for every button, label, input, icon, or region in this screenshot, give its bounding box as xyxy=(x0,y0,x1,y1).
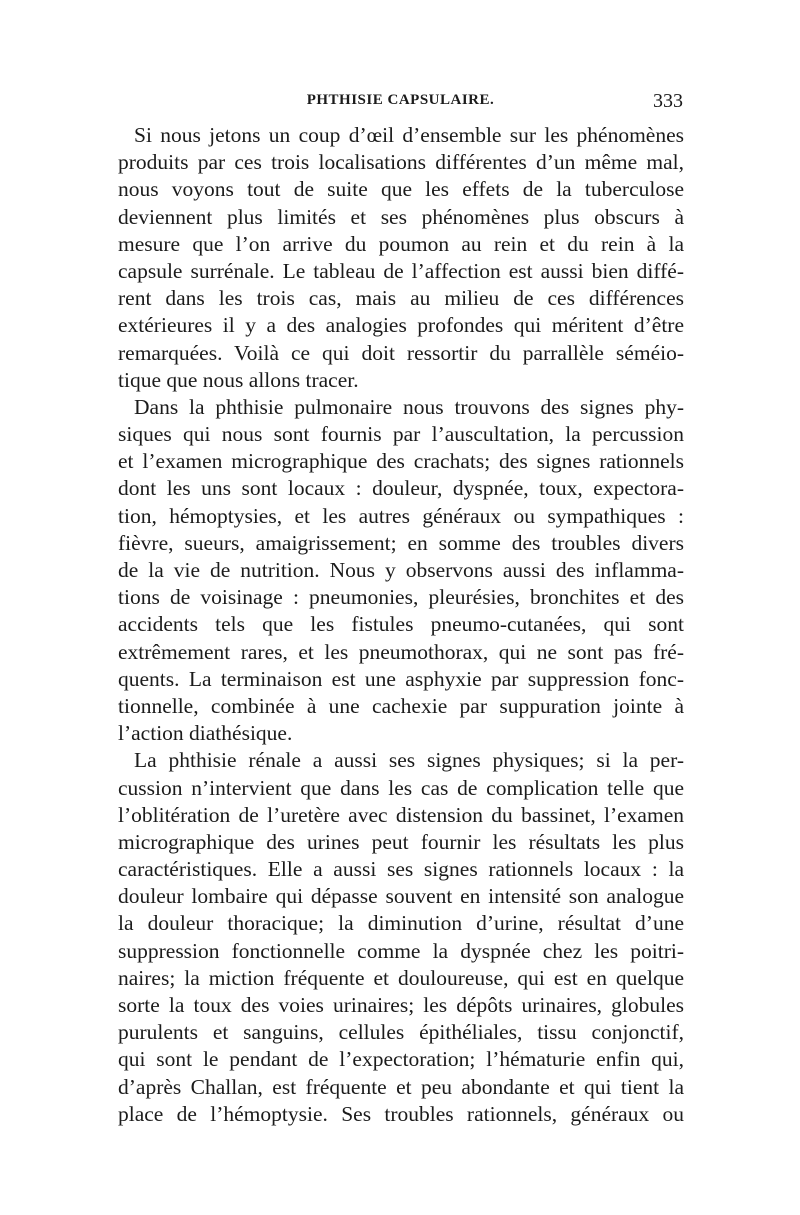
text-line: naires; la miction fréquente et douloureuse, qui est en quelque xyxy=(118,965,684,990)
page-number: 333 xyxy=(653,90,683,112)
text-line: accidents tels que les fistules pneumo-cutanées, qui sont xyxy=(118,612,684,637)
text-line: extérieures il y a des analogies profondes qui méritent d’être xyxy=(118,313,684,338)
text-line: sorte la toux des voies urinaires; les dépôts urinaires, globules xyxy=(118,993,684,1017)
text-line: et l’examen micrographique des crachats; des signes rationnels xyxy=(118,449,684,474)
text-line: tions de voisinage : pneumonies, pleurésies, bronchites et des xyxy=(118,585,684,610)
text-line: produits par ces trois localisations différentes d’un même mal, xyxy=(118,150,684,175)
paragraph-2 xyxy=(118,394,684,747)
text-line: Si nous jetons un coup d’œil d’ensemble sur les phénomènes xyxy=(134,123,684,147)
text-line: siques qui nous sont fournis par l’auscultation, la percussion xyxy=(118,422,684,447)
text-line: Dans la phthisie pulmonaire nous trouvons des signes phy- xyxy=(134,394,684,419)
text-line: l’oblitération de l’uretère avec distension du bassinet, l’examen xyxy=(118,802,684,827)
text-line: La phthisie rénale a aussi ses signes physiques; si la per- xyxy=(134,748,684,773)
text-line: capsule surrénale. Le tableau de l’affection est aussi bien diffé- xyxy=(118,258,684,283)
text-line: purulents et sanguins, cellules épithéliales, tissu conjonctif, xyxy=(118,1020,684,1045)
text-line: deviennent plus limités et ses phénomènes plus obscurs à xyxy=(118,204,684,229)
text-line: qui sont le pendant de l’expectoration; l’hématurie enfin qui, xyxy=(118,1047,684,1072)
text-line: extrêmement rares, et les pneumothorax, qui ne sont pas fré- xyxy=(118,639,684,664)
text-line: dont les uns sont locaux : douleur, dyspnée, toux, expectora- xyxy=(118,476,684,501)
text-line: tique que nous allons tracer. xyxy=(118,367,359,392)
text-line: tionnelle, combinée à une cachexie par suppuration jointe à xyxy=(118,693,684,718)
text-line: caractéristiques. Elle a aussi ses signes rationnels locaux : la xyxy=(118,857,684,882)
running-title: PHTHISIE CAPSULAIRE. xyxy=(306,92,495,108)
text-line: suppression fonctionnelle comme la dyspnée chez les poitri- xyxy=(118,938,684,963)
text-line: micrographique des urines peut fournir les résultats les plus xyxy=(118,829,684,854)
text-line: d’après Challan, est fréquente et peu abondante et qui tient la xyxy=(118,1074,684,1099)
text-line: fièvre, sueurs, amaigrissement; en somme des troubles divers xyxy=(118,530,684,555)
text-line: douleur lombaire qui dépasse souvent en intensité son analogue xyxy=(118,884,684,909)
text-line: la douleur thoracique; la diminution d’urine, résultat d’une xyxy=(118,911,684,936)
text-line: tion, hémoptysies, et les autres généraux ou sympathiques : xyxy=(118,503,684,528)
running-head xyxy=(118,90,683,116)
text-line: place de l’hémoptysie. Ses troubles rationnels, généraux ou xyxy=(118,1101,684,1126)
paragraph-1 xyxy=(118,122,684,394)
paragraph-3 xyxy=(118,747,684,1128)
text-line: remarquées. Voilà ce qui doit ressortir du parrallèle séméio- xyxy=(118,340,684,365)
text-line: cussion n’intervient que dans les cas de complication telle que xyxy=(118,775,684,800)
text-line: l’action diathésique. xyxy=(118,721,293,746)
text-line: de la vie de nutrition. Nous y observons aussi des inflamma- xyxy=(118,558,684,582)
text-line: nous voyons tout de suite que les effets de la tuberculose xyxy=(118,177,684,202)
text-line: mesure que l’on arrive du poumon au rein et du rein à la xyxy=(118,231,684,256)
body-text xyxy=(118,122,684,1128)
text-line: quents. La terminaison est une asphyxie par suppression fonc- xyxy=(118,666,684,691)
text-line: rent dans les trois cas, mais au milieu de ces différences xyxy=(118,286,684,311)
